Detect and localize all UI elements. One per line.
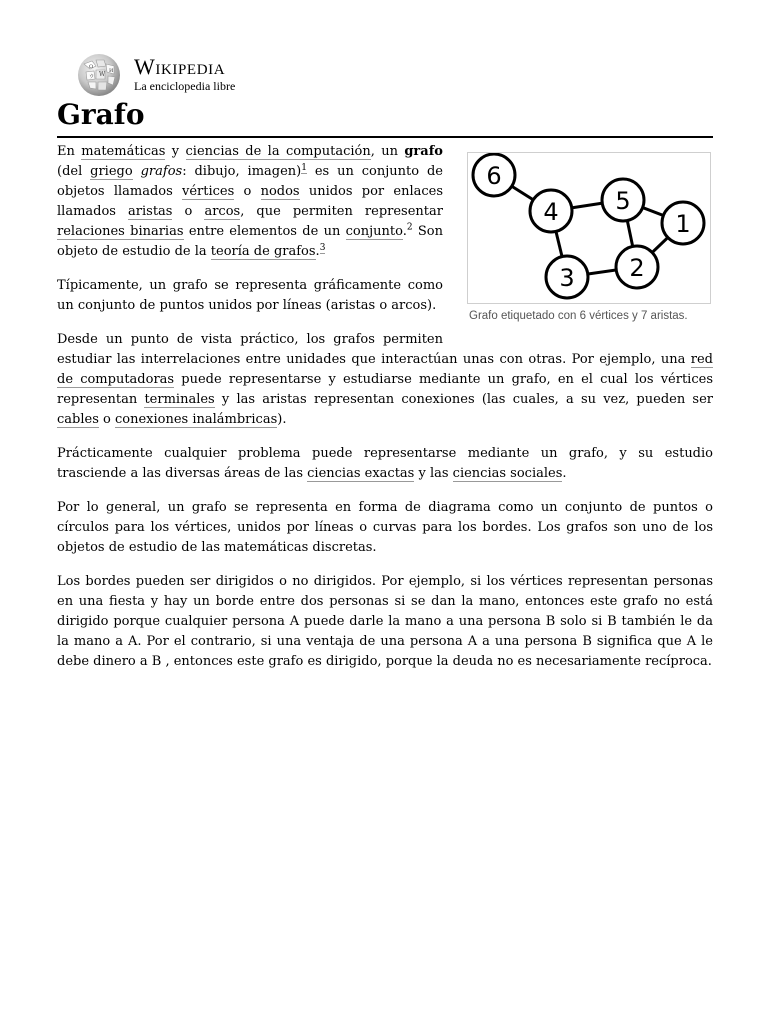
link-ciencias-computacion[interactable]: ciencias de la computación (185, 144, 371, 159)
wikipedia-globe-icon (74, 52, 124, 98)
graph-node-5 (602, 179, 644, 221)
text: es un conjunto de objetos llamados (57, 164, 443, 199)
text: o (234, 184, 261, 199)
bold-term-grafo: grafo (404, 144, 443, 159)
link-nodos[interactable]: nodos (260, 184, 300, 199)
text: , un (370, 144, 405, 159)
graph-node-4 (530, 190, 572, 232)
article-body (57, 142, 713, 686)
svg-text:W: W (99, 71, 106, 78)
link-matematicas[interactable]: matemáticas (81, 144, 166, 159)
text: o (98, 412, 115, 427)
link-aristas[interactable]: aristas (128, 204, 173, 219)
paragraph-practical (57, 330, 713, 430)
link-ciencias-sociales[interactable]: ciencias sociales (452, 466, 563, 481)
node-label-2: 2 (629, 254, 645, 282)
graph-node-6 (473, 154, 515, 196)
text: y (165, 144, 186, 159)
reference-3[interactable]: 3 (319, 242, 326, 253)
wikipedia-logo[interactable] (74, 52, 274, 98)
text: . (315, 244, 320, 259)
paragraph-applications (57, 444, 713, 484)
link-griego[interactable]: griego (90, 164, 133, 179)
reference-1[interactable]: 1 (301, 162, 307, 173)
text: o (172, 204, 205, 219)
link-terminales[interactable]: terminales (144, 392, 215, 407)
svg-text:ウ: ウ (89, 74, 95, 80)
node-label-6: 6 (486, 162, 502, 190)
node-label-5: 5 (615, 187, 631, 215)
text (133, 164, 141, 179)
link-red-de-computadoras[interactable]: red de computadoras (57, 352, 713, 387)
text: unidos por enlaces llamados (57, 184, 443, 219)
link-ciencias-exactas[interactable]: ciencias exactas (307, 466, 415, 481)
graph-node-3 (546, 256, 588, 298)
figure-caption: Grafo etiquetado con 6 vértices y 7 aristas. (469, 310, 688, 322)
link-arcos[interactable]: arcos (204, 204, 241, 219)
paragraph-representation: Típicamente, un grafo se representa gráficamente como un conjunto de puntos unidos por líneas (aristas o arcos). (57, 278, 443, 313)
text: : dibujo, imagen) (182, 164, 302, 179)
text: , que permiten representar (240, 204, 443, 219)
text: puede representarse y estudiarse mediante un grafo, en el cual los vértices representan (57, 372, 713, 407)
text: Desde un punto de vista práctico, los grafos permiten estudiar las interrelaciones entre unidades que interactúan unas con otras. Por ejemplo, una (57, 332, 691, 367)
wikipedia-tagline: La enciclopedia libre (134, 79, 236, 93)
node-label-4: 4 (543, 198, 559, 226)
svg-text:И: И (109, 68, 114, 74)
link-vertices[interactable]: vértices (182, 184, 235, 199)
node-label-1: 1 (675, 210, 691, 238)
reference-2[interactable]: 2 (406, 222, 413, 233)
page-title: Grafo (57, 98, 145, 131)
title-divider (57, 136, 713, 138)
text: Son objeto de estudio de la (57, 224, 443, 259)
node-label-3: 3 (559, 264, 575, 292)
text: . (402, 224, 407, 239)
text: y las aristas representan conexiones (las cuales, a su vez, pueden ser (214, 392, 714, 407)
text: (del (57, 164, 91, 179)
graph-node-2 (616, 246, 658, 288)
text: En (57, 144, 82, 159)
link-conexiones-inalambricas[interactable]: conexiones inalámbricas (114, 412, 278, 427)
text: . (562, 466, 567, 481)
svg-text:Ω: Ω (89, 64, 94, 70)
paragraph-diagram: Por lo general, un grafo se representa en forma de diagrama como un conjunto de puntos o círculos para los vértices, unidos por líneas o curvas para los bordes. Los grafos son uno de los objetos de estudio de las matemáticas discretas. (57, 500, 713, 555)
link-conjunto[interactable]: conjunto (345, 224, 403, 239)
link-cables[interactable]: cables (57, 412, 99, 427)
paragraph-directed: Los bordes pueden ser dirigidos o no dirigidos. Por ejemplo, si los vértices representan personas en una fiesta y hay un borde entre dos personas si se dan la mano, entonces este grafo no está dirigido porque cualquier persona A puede darle la mano a una persona B solo si B también le da la mano a A. Por el contrario, si una ventaja de una persona A a una persona B significa que A le debe dinero a B , entonces este grafo es dirigido, porque la deuda no es necesariamente recíproca. (57, 574, 713, 669)
graph-image[interactable] (467, 152, 711, 304)
graph-figure[interactable] (467, 152, 713, 325)
italic-term-grafos: grafos (140, 164, 183, 179)
text: entre elementos de un (183, 224, 346, 239)
text: Prácticamente cualquier problema puede representarse mediante un grafo, y su estudio trasciende a las diversas áreas de las (57, 446, 713, 481)
labeled-graph-diagram (468, 153, 710, 303)
link-teoria-de-grafos[interactable]: teoría de grafos (210, 244, 316, 259)
text: ). (277, 412, 287, 427)
graph-node-1 (662, 202, 704, 244)
text: y las (414, 466, 453, 481)
link-relaciones-binarias[interactable]: relaciones binarias (57, 224, 184, 239)
wikipedia-wordmark: Wikipedia (134, 54, 226, 79)
